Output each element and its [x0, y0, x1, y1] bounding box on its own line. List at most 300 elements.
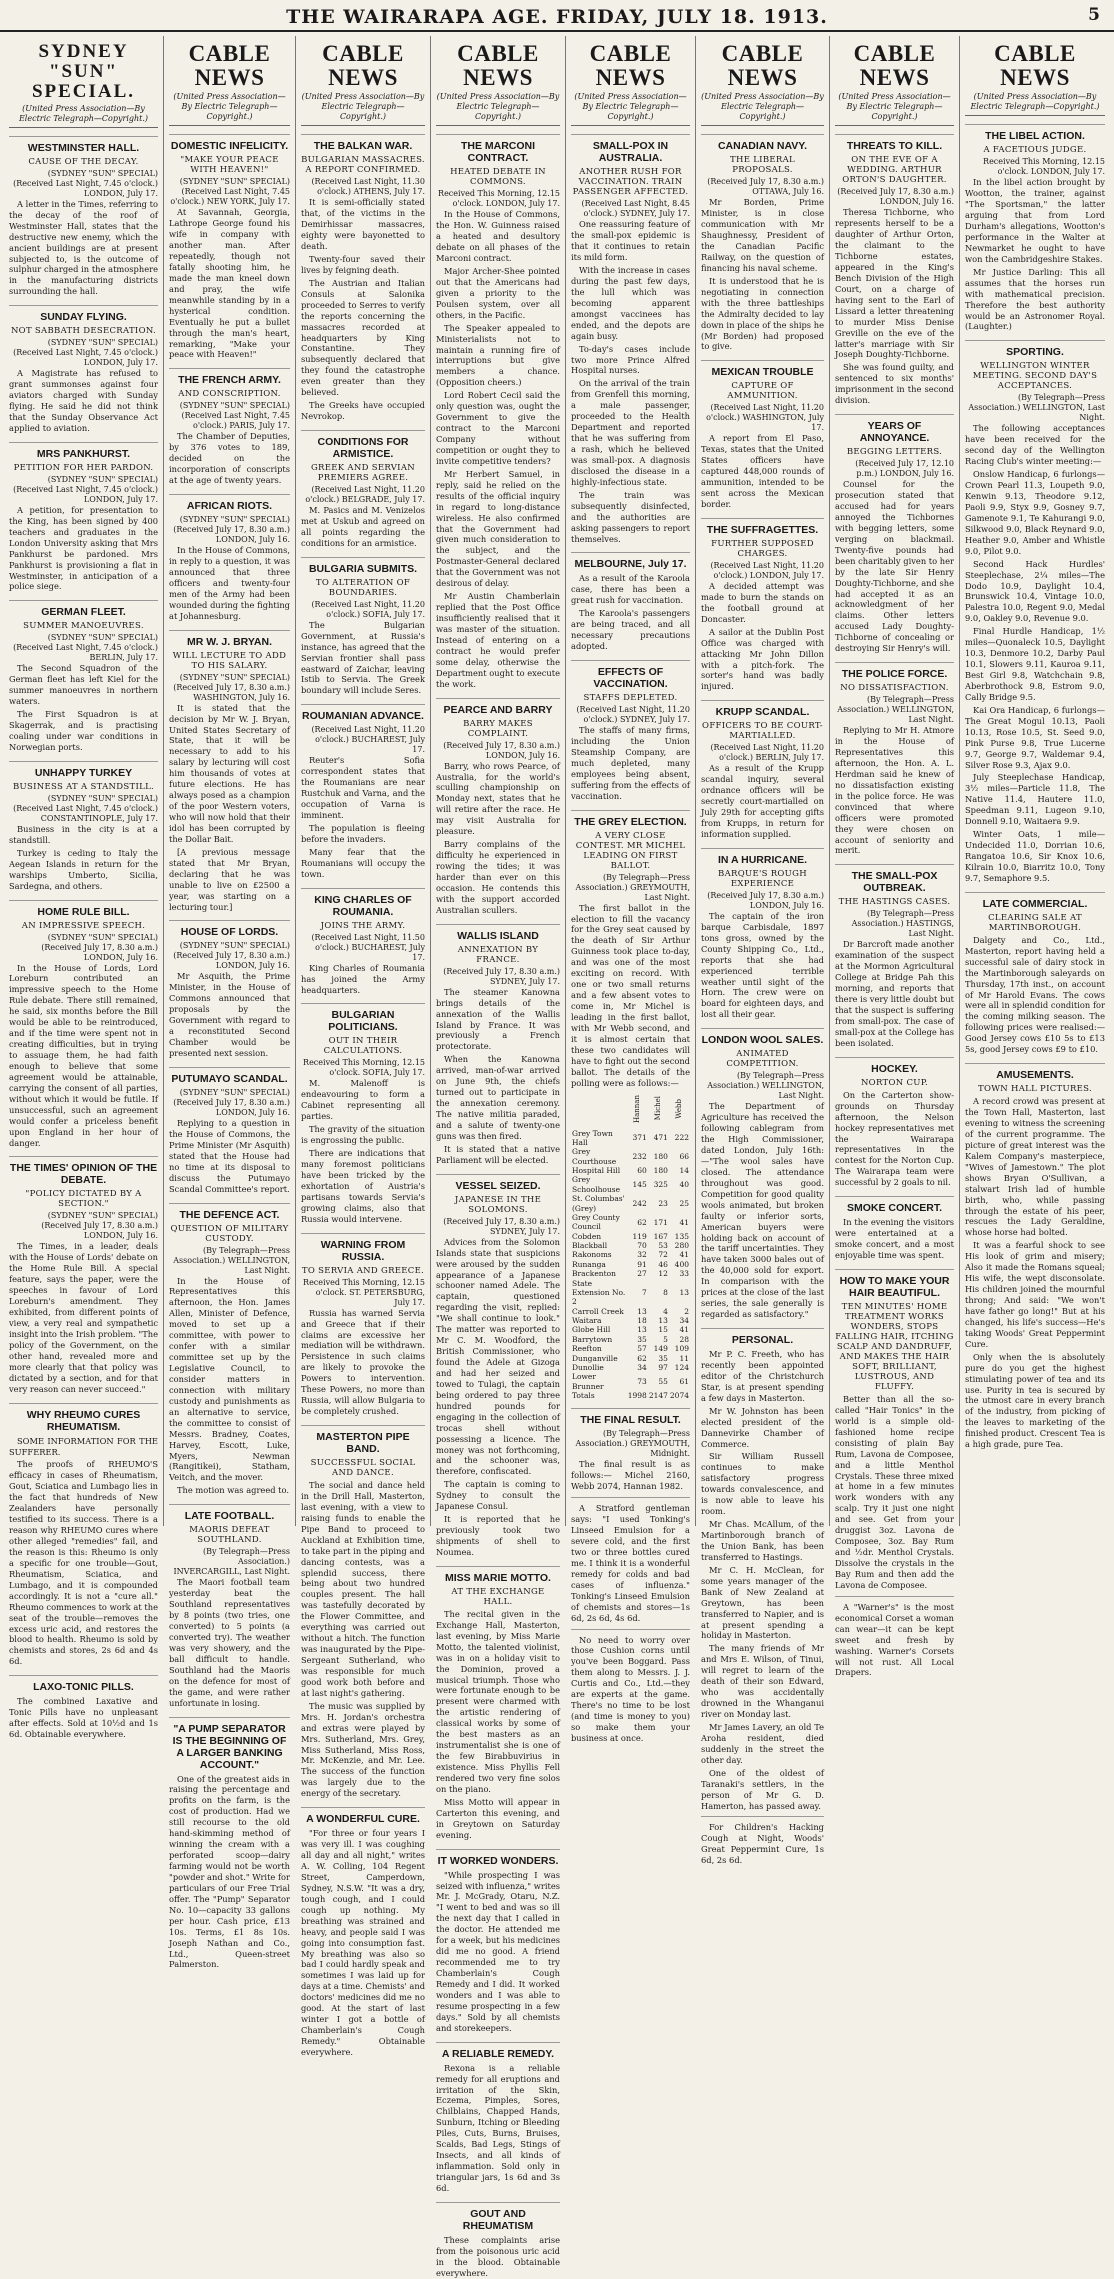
article-dateline: (Received July 17, 8.30 a.m.) LONDON, July 16.	[707, 890, 824, 910]
article-paragraph: "While prospecting I was seized with influenza," writes Mr. J. McGrady, Otaru, N.Z. "I went to bed and was so ill the next day that I called in the doctor. He attended me for a week, but his medicines did me no good. A friend recommended me to try Chamberlain's Cough Remedy and I did. It worked wonders and I was able to resume prospecting in a few days." Sold by all chemists and storekeepers.	[436, 1869, 560, 2033]
divider-rule	[571, 1629, 690, 1630]
poll-booth-name: Rakonoms	[572, 1250, 612, 1260]
article-headline: ROUMANIAN ADVANCE.	[301, 704, 425, 722]
article-headline: "A PUMP SEPARATOR IS THE BEGINNING OF A LARGER BANKING ACCOUNT."	[169, 1717, 290, 1771]
article-subheading: "MAKE YOUR PEACE WITH HEAVEN!"	[180, 155, 279, 176]
article-paragraph: To-day's cases include two more Prince Alfred Hospital nurses.	[571, 343, 690, 376]
article-paragraph: The Karoola's passengers are being traced, and all necessary precautions adopted.	[571, 608, 690, 652]
article-headline: THE DEFENCE ACT.	[169, 1203, 290, 1221]
article-dateline: (Received July 17, 8.30 a.m.) SYDNEY, July 17.	[443, 1216, 560, 1236]
column-6	[696, 36, 830, 1866]
poll-row	[571, 1391, 690, 1400]
poll-vote-count: 5	[663, 1334, 668, 1344]
article-dateline: (Received Last Night, 11.20 o'clock.) SOFIA, July 17.	[311, 599, 425, 619]
divider-rule	[701, 1816, 824, 1817]
article-dateline: (By Telegraph—Press Association.) INVERCARGILL, Last Night.	[173, 1547, 290, 1577]
poll-header-row	[571, 1091, 690, 1129]
article-subheading: MAORIS DEFEAT SOUTHLAND.	[189, 1525, 270, 1546]
poll-vote-count: 232	[632, 1151, 647, 1161]
article-paragraph: Barry complains of the difficulty he experienced in rowing the tides; it was harder than ever on this occasion. He contends this with the support accorded Australian scullers.	[436, 839, 560, 915]
article-headline: EFFECTS OF VACCINATION.	[571, 660, 690, 690]
poll-booth-name: Reefton	[572, 1344, 602, 1354]
poll-booth-name: Totals	[572, 1391, 595, 1401]
article-headline: DOMESTIC INFELICITY.	[169, 134, 290, 152]
poll-booth-name: Waitara	[572, 1316, 602, 1326]
article-dateline: (Received Last Night, 11.50 o'clock.) BUCHAREST, July 17.	[311, 932, 425, 962]
poll-row	[571, 1175, 690, 1194]
article-paragraph: Kai Ora Handicap, 6 furlongs—The Great Mogul 10.13, Paoli 10.13, Rose 10.5, St. Seed 9.0, Pink Purse 9.8, True Lucerne 9.7, George 9.7, Waldemar 9.4, Silver Rose 9.3, Ajax 9.0.	[965, 704, 1105, 770]
poll-vote-count: 8	[663, 1287, 668, 1297]
article-dateline: (SYDNEY "SUN" SPECIAL) (Received Last Night, 7.45 o'clock.) LONDON, July 17.	[13, 474, 158, 504]
article-paragraph: A record crowd was present at the Town Hall, Masterton, last evening to witness the screening of the current programme. The picture of great interest was the Kalem Company's masterpiece, "Wives of Jamestown." The plot shows Bryan O'Sullivan, a stalwart Irish lad of humble birth, who, while passing through the estate of his peer, rescues the Lady Geraldine, whose horse had bolted.	[965, 1096, 1105, 1238]
article-paragraph: The many friends of Mr and Mrs E. Wilson, of Tinui, will regret to learn of the death of their son Edward, who was accidentally drowned in the Whanganui river on Monday last.	[701, 1643, 824, 1720]
article-headline: THE FINAL RESULT.	[571, 1408, 690, 1426]
article-dateline: (By Telegraph—Press Association.) WELLINGTON, Last Night.	[173, 1245, 290, 1275]
article-paragraph: It is understood that he is negotiating in connection with the three battleships the Admiralty decided to lay down in place of the ships he (Mr Borden) had proposed to give.	[701, 275, 824, 352]
article-dateline: (SYDNEY "SUN" SPECIAL) (Received July 17, 8.30 a.m.) WASHINGTON, July 16.	[173, 672, 290, 702]
poll-booth-name: Grey Courthouse	[572, 1147, 617, 1166]
poll-vote-count: 61	[679, 1376, 689, 1386]
article-headline: THE POLICE FORCE.	[835, 662, 954, 680]
article-dateline: (Received Last Night, 11.20 o'clock.) SYDNEY, July 17.	[576, 705, 690, 725]
article-paragraph: One of the oldest of Taranaki's settlers, in the person of Mr G. D. Hamerton, has passed away.	[701, 1767, 824, 1811]
poll-row	[571, 1129, 690, 1148]
article-dateline: (Received Last Night, 11.20 o'clock.) BELGRADE, July 17.	[305, 485, 425, 505]
article-headline: WALLIS ISLAND	[436, 924, 560, 942]
poll-vote-count: 62	[637, 1353, 647, 1363]
article-headline: THREATS TO KILL.	[835, 134, 954, 152]
poll-vote-count: 27	[637, 1269, 647, 1279]
article-paragraph: [A previous message stated that Mr Bryan, declaring that he was unable to live on £2500 a year, was starting on a lecturing tour.]	[169, 846, 290, 912]
poll-row	[571, 1354, 690, 1363]
article-paragraph: King Charles of Roumania has joined the Army headquarters.	[301, 962, 425, 995]
poll-booth-name: Lower Brunner	[572, 1372, 604, 1391]
article-headline: VESSEL SEIZED.	[436, 1174, 560, 1192]
article-headline: IT WORKED WONDERS.	[436, 1849, 560, 1867]
article-paragraph: Final Hurdle Handicap, 1½ miles—Quonaleck 10.5, Daylight 10.3, Denmore 10.2, Darby Paul 10.1, Slowers 9.11, Kauroa 9.11, Best Girl 9.8, Watchchain 9.8, Aberbrothock 9.8, Estrom 9.0, Cally Bridge 9.5.	[965, 626, 1105, 702]
article-paragraph: It is stated that a native Parliament will be elected.	[436, 1143, 560, 1165]
poll-booth-name: Globe Hill	[572, 1325, 611, 1335]
article-subheading: OFFICERS TO BE COURT-MARTIALLED.	[702, 721, 823, 742]
article-paragraph: Sir William Russell continues to make satisfactory progress towards convalescence, and is now able to leave his room.	[701, 1451, 824, 1517]
poll-candidate-name: Hannan	[633, 1094, 642, 1123]
article-subheading: CLEARING SALE AT MARTINBOROUGH.	[988, 912, 1082, 933]
poll-booth-name: Barrytown	[572, 1334, 613, 1344]
article-dateline: (SYDNEY "SUN" SPECIAL) (Received Last Night, 7.45 o'clock.) LONDON, July 17.	[13, 338, 158, 368]
article-paragraph: Counsel for the prosecution stated that accused had for years annoyed the Tichbornes with begging letters, some verging on blackmail. Twenty-five pounds had been charitably given to her by the late Sir Henry Doughty-Tichborne, and she had accepted it as an acknowledgment of her claims. Other letters accused Lady Doughty-Tichborne of concealing or destroying Sir Henry's will.	[835, 479, 954, 654]
article-paragraph: Advices from the Solomon Islands state that suspicions were aroused by the sudden appearance of a Japanese schooner named Adele. The captain, questioned regarding the visit, replied: "We shall continue to look." The matter was reported to Mr C. M. Woodford, the British Commissioner, who found the Adele at Gizoga and had her seized and towed to Tulagi, the captain being ordered to pay three hundred pounds for engaging in the collection of trocas shell without possessing a licence. The money was not forthcoming, and the schooner was, therefore, confiscated.	[436, 1236, 560, 1477]
article-subheading: BULGARIAN MASSACRES. A REPORT CONFIRMED.	[301, 155, 425, 176]
article-paragraph: The Second Squadron of the German fleet has left Kiel for the summer manoeuvres in northern waters.	[9, 663, 158, 707]
poll-booth-name: State Extension No. 2	[572, 1278, 626, 1307]
article-paragraph: Dalgety and Co., Ltd., Masterton, report having held a successful sale of dairy stock in the Martinborough saleyards on Thursday, 17th inst., on account of Mr Harold Evans. The cows were all in splendid condition for the coming milking season. The following prices were realised:—Good Jersey cows £10 5s to £13 5s, good Jersey cows £9 to £10.	[965, 934, 1105, 1055]
article-headline: KING CHARLES OF ROUMANIA.	[301, 888, 425, 918]
poll-vote-count: 13	[637, 1306, 647, 1316]
article-headline: YEARS OF ANNOYANCE.	[835, 414, 954, 444]
article-subheading: THE LIBERAL PROPOSALS.	[730, 155, 795, 176]
article-dateline: (By Telegraph—Press Association.) GREYMOUTH, Last Night.	[575, 872, 690, 902]
article-headline: CANADIAN NAVY.	[701, 134, 824, 152]
article-headline: SMALL-POX IN AUSTRALIA.	[571, 134, 690, 164]
article-paragraph: At Savannah, Georgia, Lathrope George found his wife in company with another man. After repeatedly, though not fatally shooting him, he made the man kneel down and pray, the wife meanwhile standing by in a hysterical condition. Eventually he put a bullet through the man's heart, remarking, "Make your peace with Heaven!"	[169, 207, 290, 360]
article-paragraph: The captain is coming to Sydney to consult the Japanese Consul.	[436, 1479, 560, 1512]
article-paragraph: Many fear that the Roumanians will occupy the town.	[301, 846, 425, 879]
article-dateline: (SYDNEY "SUN" SPECIAL) (Received July 17, 8.30 a.m.) LONDON, July 16.	[173, 515, 290, 545]
article-paragraph: The population is fleeing before the invaders.	[301, 822, 425, 844]
article-dateline: (SYDNEY "SUN" SPECIAL) (Received Last Night, 7.45 o'clock.) LONDON, July 17.	[13, 168, 158, 198]
poll-vote-count: 4	[663, 1306, 668, 1316]
article-paragraph: One of the greatest aids in raising the percentage and profits on the farm, is the cost of production. Had we still recourse to the old hand-skimming method of winning the cream with a perforated scoop—dairy farming would not be worth "powder and shot." Write for particulars of our Free Trial offer. The "Pump" Separator No. 10—capacity 33 gallons per hour. Cash price, £13 10s. Terms, £1 8s 10s. Joseph Nathan and Co., Ltd., Queen-street Palmerston.	[169, 1773, 290, 1970]
poll-vote-count: 23	[658, 1198, 668, 1208]
wire-credit: (United Press Association—By Electric Telegraph—Copyright.)	[9, 104, 158, 128]
article-headline: A RELIABLE REMEDY.	[436, 2042, 560, 2060]
poll-vote-count: 371	[632, 1133, 647, 1143]
article-paragraph: The Austrian and Italian Consuls at Salonika proceeded to Serres to verify the reports concerning the massacres recorded at headquarters by King Constantine. They subsequently declared that they found the catastrophe even greater than they believed.	[301, 277, 425, 398]
article-paragraph: A sailor at the Dublin Post Office was charged with attacking Mr John Dillon with a pitch-fork. The sorter's hand was badly injured.	[701, 626, 824, 692]
article-dateline: (Received July 17, 8.30 a.m.) SYDNEY, July 17.	[443, 966, 560, 986]
article-subheading: CAUSE OF THE DECAY.	[28, 156, 139, 167]
article-paragraph: In the House of Commons, in reply to a question, it was announced that three officers and twenty-four men of the Army had been wounded during the fighting at Johannesburg.	[169, 545, 290, 621]
article-paragraph: The motion was agreed to.	[177, 1485, 290, 1496]
article-dateline: (SYDNEY "SUN" SPECIAL) (Received Last Night, 7.45 o'clock.) NEW YORK, July 17.	[170, 177, 290, 207]
article-paragraph: Major Archer-Shee pointed out that the Americans had given a priority to the Poulsen system, over all others, in the Pacific.	[436, 265, 560, 320]
column-header: CABLE NEWS	[589, 41, 672, 91]
article-paragraph: The first ballot in the election to fill the vacancy for the Grey seat caused by the death of Sir Arthur Guinness took place to-day, and was one of the most exciting on record. With one or two small returns and a few absent votes to come in, Mr Michel is leading in the first ballot, with Mr Webb second, and it is almost certain that these two candidates will have to fight out the second ballot. The details of the polling were as follows:—	[571, 902, 690, 1088]
poll-vote-count: 15	[658, 1325, 668, 1335]
poll-corner	[571, 1091, 627, 1129]
column-header: SYDNEY "SUN" SPECIAL.	[31, 41, 136, 102]
article-paragraph: The gravity of the situation is engrossing the public.	[301, 1124, 425, 1146]
poll-vote-count: 41	[679, 1325, 689, 1335]
poll-vote-count: 62	[637, 1217, 647, 1227]
article-paragraph: The staffs of many firms, including the Union Steamship Company, are much depleted, many employees being absent, suffering from the effects of vaccination.	[571, 725, 690, 801]
article-headline: HOW TO MAKE YOUR HAIR BEAUTIFUL.	[835, 1269, 954, 1299]
article-dateline: (SYDNEY "SUN" SPECIAL) (Received Last Night, 7.45 o'clock.) BERLIN, July 17.	[13, 633, 158, 663]
article-headline: PERSONAL.	[701, 1328, 824, 1346]
wire-credit: (United Press Association—By Electric Telegraph—Copyright.)	[965, 92, 1105, 116]
poll-vote-count: 55	[658, 1376, 668, 1386]
article-subheading: "POLICY DICTATED BY A SECTION."	[25, 1189, 142, 1210]
article-headline: WESTMINSTER HALL.	[9, 136, 158, 154]
article-paragraph: July Steeplechase Handicap, 3½ miles—Particle 11.8, The Native 11.4, Hautere 11.0, Speedman 9.11, Lugeon 9.10, Donnell 9.10, Waitaera 9.9.	[965, 772, 1105, 827]
article-paragraph: Second Hack Hurdles' Steeplechase, 2¼ miles—The Dodo 10.9, Daylight 10.4, Brunswick 10.4, Vintage 10.0, Palestra 10.0, Regent 9.0, Medal 9.0, Oakley 9.0, Revenue 9.0.	[965, 558, 1105, 624]
wire-credit: (United Press Association—By Electric Telegraph—Copyright.)	[571, 92, 690, 126]
article-subheading: BUSINESS AT A STANDSTILL.	[12, 781, 155, 792]
poll-vote-count: 60	[637, 1166, 647, 1176]
article-dateline: (By Telegraph—Press Association.) GREYMOUTH, Midnight.	[575, 1429, 690, 1459]
article-dateline: (Received Last Night, 11.30 o'clock.) ATHENS, July 17.	[311, 177, 425, 197]
poll-vote-count: 46	[658, 1259, 668, 1269]
poll-vote-count: 222	[674, 1133, 689, 1143]
article-headline: MISS MARIE MOTTO.	[436, 1566, 560, 1584]
article-paragraph: M. Pasics and M. Venizelos met at Uskub and agreed on all points regarding the conditions for an armistice.	[301, 505, 425, 548]
poll-vote-count: 149	[653, 1344, 668, 1354]
article-headline: A WONDERFUL CURE.	[301, 1807, 425, 1825]
article-dateline: (SYDNEY "SUN" SPECIAL) (Received Last Night, 7.45 o'clock.) PARIS, July 17.	[179, 401, 290, 431]
article-headline: KRUPP SCANDAL.	[701, 700, 824, 718]
article-subheading: TOWN HALL PICTURES.	[978, 1084, 1092, 1095]
poll-row	[571, 1316, 690, 1325]
poll-vote-count: 66	[679, 1151, 689, 1161]
article-headline: BULGARIAN POLITICIANS.	[301, 1003, 425, 1033]
article-paragraph: Mr P. C. Freeth, who has recently been appointed editor of the Christchurch Star, is at present spending a few days in Masterton.	[701, 1349, 824, 1403]
article-paragraph: It is reported that he previously took two shipments of shell to Noumea.	[436, 1514, 560, 1557]
article-headline: MEXICAN TROUBLE	[701, 360, 824, 378]
poll-vote-count: 41	[679, 1217, 689, 1227]
article-subheading: AT THE EXCHANGE HALL.	[451, 1586, 545, 1607]
poll-vote-count: 33	[679, 1269, 689, 1279]
article-headline: THE SMALL-POX OUTBREAK.	[835, 864, 954, 894]
poll-vote-count: 13	[637, 1325, 647, 1335]
article-paragraph: The Maori football team yesterday beat the Southland representatives by 8 points (two tries, one converted) to 5 points (a converted try). The weather was very showery, and the ball difficult to handle. Southland had the Maoris on the defence for most of the game, and were rather unfortunate in losing.	[169, 1577, 290, 1708]
article-headline: LATE COMMERCIAL.	[965, 892, 1105, 910]
article-headline: AFRICAN RIOTS.	[169, 494, 290, 512]
poll-booth-name: Carroll Creek	[572, 1306, 624, 1316]
column-header: CABLE NEWS	[994, 41, 1076, 91]
column-7	[830, 36, 960, 1678]
article-paragraph: The Bulgarian Government, at Russia's instance, has agreed that the Servian frontier shall pass eastward of Zaichar, leaving Istib to Servia. The Greek boundary will include Seres.	[301, 619, 425, 696]
article-paragraph: A Stratford gentleman says: "I used Tonking's Linseed Emulsion for a severe cold, and the first two or three bottles cured me. I think it is a wonderful remedy for colds and bad cases of influenza." Tonking's Linseed Emulsion of chemists and stores—1s 6d, 2s 6d, 4s 6d.	[571, 1503, 690, 1623]
article-dateline: (By Telegraph—Press Association.) WELLINGTON, Last Night.	[707, 1071, 824, 1101]
poll-row	[571, 1194, 690, 1213]
wire-credit: (United Press Association—By Electric Telegraph—Copyright.)	[436, 92, 560, 126]
article-paragraph: Mr Chas. McAllum, of the Martinborough branch of the Union Bank, has been transferred to Hastings.	[701, 1519, 824, 1562]
article-dateline: (Received July 17, 8.30 a.m.) LONDON, July 16.	[837, 187, 954, 207]
article-headline: MRS PANKHURST.	[9, 442, 158, 460]
article-paragraph: The Department of Agriculture has received the following cablegram from the High Commissioner, dated London, July 16th:—"The wool sales have closed. The attendance throughout was good. Competition for good quality wools animated, but broken faulty or inferior sorts, American buyers were holding back on account of the tariff uncertainties. They have taken 3000 bales out of the 40,000 sold for export. In comparison with the prices at the close of the last series, the sale generally is regarded as satisfactory."	[701, 1101, 824, 1320]
article-dateline: (Received July 17, 12.10 p.m.) LONDON, July 16.	[855, 459, 954, 479]
poll-row	[571, 1147, 690, 1166]
column-5	[566, 36, 696, 1743]
article-paragraph: The steamer Kanowna brings details of the annexation of the Wallis Island by France. It was previously a French protectorate.	[436, 986, 560, 1052]
article-dateline: Received This Morning, 12.15 o'clock. LONDON, July 17.	[983, 157, 1105, 177]
article-subheading: QUESTION OF MILITARY CUSTODY.	[170, 1223, 289, 1244]
article-headline: SPORTING.	[965, 340, 1105, 358]
article-paragraph: The social and dance held in the Drill Hall, Masterton, last evening, with a view to raising funds to enable the Pipe Band to proceed to Auckland at Exhibition time, to take part in the piping and dancing contests, was a splendid success, there being about two hundred couples present. The hall was tastefully decorated by the Flower Committee, and everything was carried out without a hitch. The function was inaugurated by the Pipe-Sergeant Sutherland, who was responsible for much good work both before and at last night's gathering.	[301, 1480, 425, 1698]
poll-vote-count: 91	[637, 1259, 647, 1269]
article-subheading: JAPANESE IN THE SOLOMONS.	[454, 1194, 542, 1215]
poll-booth-name: Dunollie	[572, 1362, 604, 1372]
article-dateline: (By Telegraph—Press Association.) WELLINGTON, Last Night.	[968, 393, 1105, 423]
column-2	[164, 36, 296, 1970]
article-paragraph: In the House of Lords, Lord Loreburn contributed an impressive speech to the Home Rule debate. There still remained, he said, six months before the Bill would be able to be reintroduced, and if the time were spent not in creating difficulties, but in trying to assuage them, he had faith enough to believe that some agreement would be attainable, carrying the consent of all parties, without which it would be futile. If unsuccessful, such an agreement would confer a priceless benefit upon England in her hour of danger.	[9, 962, 158, 1148]
poll-vote-count: 72	[658, 1250, 668, 1260]
poll-booth-name: Grey Schoolhouse	[572, 1175, 621, 1194]
article-paragraph: In the evening the visitors were entertained at a smoke concert, and a most enjoyable time was spent.	[835, 1217, 954, 1261]
article-paragraph: Mr Herbert Samuel, in reply, said he relied on the results of the official inquiry in regard to long-distance wireless. He also confirmed that the Government had given much consideration to the subject, and the Postmaster-General declared that the Government was not desirous of delay.	[436, 468, 560, 589]
article-paragraph: In the House of Representatives this afternoon, the Hon. James Allen, Minister of Defence, moved to set up a committee, with power to confer with a similar committee set up by the Legislative Council, to consider matters in connection with military custody and punishments as an alternative to service, the committee to consist of Messrs. Bradney, Coates, Harvey, Escott, Luke, Myers, Newman (Rangitikei), Statham, Veitch, and the mover.	[169, 1275, 290, 1483]
article-paragraph: Rexona is a reliable remedy for all eruptions and irritation of the Skin, Eczema, Pimples, Sores, Chilblains, Chapped Hands, Sunburn, Itching or Bleeding Piles, Cuts, Burns, Bruises, Scalds, Bad Legs, Stings of Insects, and all kinds of inflammation. Sold only in triangular jars, 1s 6d and 3s 6d.	[436, 2062, 560, 2193]
article-headline: GOUT AND RHEUMATISM	[436, 2202, 560, 2232]
poll-booth-name: Runanga	[572, 1259, 606, 1269]
article-subheading: ON THE EVE OF A WEDDING. ARTHUR ORTON'S DAUGHTER.	[842, 155, 947, 186]
article-paragraph: One reassuring feature of the small-pox epidemic is that it continues to retain its mild form.	[571, 219, 690, 263]
article-subheading: BARRY MAKES COMPLAINT.	[463, 718, 533, 739]
poll-vote-count: 13	[658, 1316, 668, 1326]
article-paragraph: It was a fearful shock to see His look of grim and misery; Also it made the Romans squeal; His wife, the wept disconsolate. His children joined the mournful throng; And said: "We won't have father go long!" But at his changed, his life's success—He's taking Woods' Great Peppermint Cure.	[965, 1240, 1105, 1349]
article-subheading: WILL LECTURE TO ADD TO HIS SALARY.	[172, 650, 287, 671]
article-dateline: Received This Morning, 12.15 o'clock. LONDON, July 17.	[438, 189, 560, 209]
article-paragraph: Mr C. H. McClean, for some years manager of the Bank of New Zealand at Greytown, has been transferred to Napier, and is at present spending a holiday in Masterton.	[701, 1564, 824, 1641]
article-subheading: TO SERVIA AND GREECE.	[301, 1265, 425, 1276]
column-header: CABLE NEWS	[322, 41, 404, 91]
article-dateline: (SYDNEY "SUN" SPECIAL) (Received July 17, 8.30 a.m.) LONDON, July 16.	[41, 932, 158, 962]
column-header: CABLE NEWS	[853, 41, 936, 91]
article-paragraph: Miss Motto will appear in Carterton this evening, and in Greytown on Saturday evening.	[436, 1796, 560, 1840]
article-paragraph: Mr Asquith, the Prime Minister, in the House of Commons announced that proposals by the Government with regard to a reconstituted Second Chamber would be presented next session.	[169, 971, 290, 1059]
article-subheading: SUMMER MANOEUVRES.	[23, 621, 144, 632]
article-paragraph: The following acceptances have been received for the second day of the Wellington Racing Club's winter meeting:—	[965, 423, 1105, 467]
article-paragraph: Only when the is absolutely pure do you get the highest stimulating power of tea and its use. Purity in tea is secured by the utmost care in every branch of the industry, from picking of the leaves to marketing of the finished product. Crescent Tea is a high grade, pure Tea.	[965, 1351, 1105, 1450]
poll-row	[571, 1232, 690, 1241]
poll-booth-name: Grey Town Hall	[572, 1128, 613, 1147]
poll-vote-count: 180	[653, 1151, 668, 1161]
article-paragraph: She was found guilty, and sentenced to six months' imprisonment in the second division.	[835, 362, 954, 406]
columns	[4, 36, 1110, 2278]
poll-candidate-header	[669, 1091, 690, 1129]
poll-vote-count: 119	[632, 1231, 647, 1241]
article-subheading: WELLINGTON WINTER MEETING. SECOND DAY'S ACCEPTANCES.	[972, 361, 1098, 392]
article-paragraph: Mr Justice Darling: This all assumes that the horses run with mathematical precision. Therefore the best authority would be an Astronomer Royal. (Laughter.)	[965, 266, 1105, 332]
article-paragraph: On the arrival of the train from Grenfell this morning, a male passenger, proceeded to the Health Department and reported that he was suffering from a rash, which he believed was small-pox. A diagnosis disclosed the disease in a highly-infectious state.	[571, 378, 690, 487]
article-paragraph: The recital given in the Exchange Hall, Masterton, last evening, by Miss Marie Motto, the talented violinist, was in on a holiday visit to the Dominion, proved a musical triumph. Those who were fortunate enough to be present were charmed with the artistic rendering of classical works by some of the best masters as an instrumentalist she is one of the few Birabbuvirius in existence. Miss Phyllis Fell rendered two very fine solos on the piano.	[436, 1608, 560, 1794]
article-paragraph: No need to worry over those Cushion corns until you've been Boggard. Pass them along to Messrs. J. J. Curtis and Co., Ltd.—they are experts at the game. There's no time to be lost (and time is money to you) so make them your business at once.	[571, 1634, 690, 1743]
article-paragraph: As a result of the Krupp scandal inquiry, several ordnance officers will be secretly court-martialled on July 29th for accepting gifts from Krupps, in return for information supplied.	[701, 763, 824, 839]
poll-vote-count: 145	[632, 1180, 647, 1190]
article-paragraph: For Children's Hacking Cough at Night, Woods' Great Peppermint Cure, 1s 6d, 2s 6d.	[701, 1822, 824, 1866]
article-subheading: ANOTHER RUSH FOR VACCINATION. TRAIN PASSENGER AFFECTED.	[572, 167, 689, 198]
poll-row	[571, 1213, 690, 1232]
poll-vote-count: 167	[653, 1231, 668, 1241]
article-headline: SUNDAY FLYING.	[9, 305, 158, 323]
wire-credit: (United Press Association—By Electric Telegraph—Copyright.)	[169, 92, 290, 126]
article-headline: HOME RULE BILL.	[9, 900, 158, 918]
article-subheading: ANIMATED COMPETITION.	[726, 1049, 799, 1070]
article-paragraph: Reuter's Sofia correspondent states that the Roumanians are near Rustchuk and Varna, and the occupation of Varna is imminent.	[301, 755, 425, 821]
article-subheading: HEATED DEBATE IN COMMONS.	[450, 167, 546, 188]
article-headline: UNHAPPY TURKEY	[9, 761, 158, 779]
article-paragraph: A petition, for presentation to the King, has been signed by 400 teachers and graduates in the London University asking that Mrs Pankhurst be pardoned. Mrs Pankhurst is provisioning a flat in Westminster, in anticipation of a police siege.	[9, 504, 158, 592]
article-paragraph: When the Kanowna arrived, man-of-war arrived on June 9th, the chiefs turned out to participate in the annexation ceremony. The native militia paraded, and a salute of twenty-one guns was then fired.	[436, 1054, 560, 1141]
newspaper-title: THE WAIRARAPA AGE. FRIDAY, JULY 18. 1913.	[286, 6, 828, 28]
article-headline: IN A HURRICANE.	[701, 848, 824, 866]
article-headline: THE MARCONI CONTRACT.	[436, 134, 560, 164]
article-headline: PUTUMAYO SCANDAL.	[169, 1067, 290, 1085]
article-headline: WHY RHEUMO CURES RHEUMATISM.	[9, 1403, 158, 1433]
article-headline: THE GREY ELECTION.	[571, 810, 690, 828]
article-headline: THE LIBEL ACTION.	[965, 124, 1105, 142]
article-paragraph: As a result of the Karoola case, there has been a great rush for vaccination.	[571, 573, 690, 606]
article-paragraph: A letter in the Times, referring to the decay of the roof of Westminster Hall, states that the destructive new enemy, which the ancient buildings are at present subjected to, is the outcome of sulphur charged in the atmosphere in the manufacturing districts surrounding the hall.	[9, 198, 158, 297]
column-header: CABLE NEWS	[188, 41, 271, 91]
article-paragraph: The proofs of RHEUMO'S efficacy in cases of Rheumatism, Gout, Sciatica and Lumbago lies in the fact that hundreds of New Zealanders have personally testified to its success. There is a reason why RHEUMO cures where other alleged "remedies" fail, and the reason is this: Rheumo is only a specific for one trouble—Gout, Rheumatism, Sciatica, and Lumbago, and it is compounded accordingly. It is not a "cure all." Rheumo commences to work at the seat of the trouble—removes the excess uric acid, and restores the blood to health. Rheumo is sold by chemists and stores, 2s 6d and 4s 6d.	[9, 1459, 158, 1667]
article-paragraph: Replying to a question in the House of Commons, the Prime Minister (Mr Asquith) stated that the House had no time at its disposal to discuss the Putumayo Scandal Committee's report.	[169, 1117, 290, 1194]
divider-rule	[835, 1596, 954, 1597]
poll-vote-count: 28	[679, 1334, 689, 1344]
article-dateline: Received This Morning, 12.15 o'clock. ST. PETERSBURG, July 17.	[303, 1277, 425, 1307]
poll-vote-count: 53	[658, 1241, 668, 1251]
article-headline: GERMAN FLEET.	[9, 600, 158, 618]
poll-candidate-header	[648, 1091, 669, 1129]
article-headline: THE BALKAN WAR.	[301, 134, 425, 152]
article-paragraph: In the House of Commons, the Hon. W. Guinness raised a heated and desultory debate on all phases of the Marconi contract.	[436, 209, 560, 264]
poll-booth-name: Dunganville	[572, 1353, 618, 1363]
article-subheading: BEGGING LETTERS.	[846, 447, 943, 458]
article-dateline: (Received July 17, 8.30 a.m.) LONDON, July 16.	[443, 740, 560, 760]
column-header: CABLE NEWS	[457, 41, 539, 91]
poll-vote-count: 242	[632, 1198, 647, 1208]
article-paragraph: SOME INFORMATION FOR THE SUFFERER.	[9, 1435, 158, 1457]
poll-booth-name: Hospital Hill	[572, 1166, 621, 1176]
article-paragraph: The final result is as follows:— Michel 2160, Webb 2074, Hannan 1982.	[571, 1459, 690, 1492]
article-paragraph: On the Carterton show-grounds on Thursday afternoon, the Nelson hockey representatives met the Wairarapa representatives in the contest for the Norton Cup. The Wairarapa team were successful by 2 goals to nil.	[835, 1089, 954, 1188]
poll-row	[571, 1279, 690, 1307]
wire-credit: (United Press Association—By Electric Telegraph—Copyright.)	[701, 92, 824, 126]
poll-vote-count: 135	[674, 1231, 689, 1241]
article-headline: THE SUFFRAGETTES.	[701, 518, 824, 536]
article-subheading: AND CONSCRIPTION.	[178, 389, 281, 400]
article-paragraph: The train was subsequently disinfected, and the authorities are asking passengers to report themselves.	[571, 489, 690, 544]
column-1	[4, 36, 164, 1740]
article-paragraph: The Times, in a leader, deals with the House of Lords' debate on the Home Rule Bill. A special feature, says the paper, were the speeches in favour of Lord Loreburn's amendment. They exhibited, from different points of view, a very real and sympathetic insight into the Irish problem. "The policy of the Government, on the other hand, revealed more and more clearly that that policy was dictated by a section, and for that very reason can never succeed."	[9, 1241, 158, 1394]
poll-candidate-name: Webb	[675, 1098, 684, 1119]
article-dateline: (SYDNEY "SUN" SPECIAL) (Received July 17, 8.30 a.m.) LONDON, July 16.	[173, 1087, 290, 1117]
article-subheading: TEN MINUTES' HOME TREATMENT WORKS WONDERS, STOPS FALLING HAIR, ITCHING SCALP AND DANDRUFF, AND MAKES THE HAIR SOFT, BRILLIANT, LUSTROUS, AND FLUFFY.	[835, 1301, 954, 1392]
article-subheading: NORTON CUP.	[860, 1077, 929, 1088]
poll-vote-count: 97	[658, 1362, 668, 1372]
poll-vote-count: 280	[674, 1241, 689, 1251]
poll-vote-count: 12	[658, 1269, 668, 1279]
article-paragraph: Russia has warned Servia and Greece that if their claims are excessive her mediation will be withdrawn. Persistence in such claims are likely to provoke the Powers to intervention. These Powers, no more than Russia, will allow Bulgaria to be completely crushed.	[301, 1307, 425, 1417]
article-dateline: (SYDNEY "SUN" SPECIAL) (Received Last Night, 7.45 o'clock.) CONSTANTINOPLE, July 17.	[13, 793, 158, 823]
article-subheading: SUCCESSFUL SOCIAL AND DANCE.	[310, 1458, 416, 1479]
poll-row	[571, 1372, 690, 1391]
article-subheading: FURTHER SUPPOSED CHARGES.	[711, 538, 814, 559]
article-headline: MELBOURNE, July 17.	[571, 552, 690, 570]
poll-row	[571, 1363, 690, 1372]
article-paragraph: The combined Laxative and Tonic Pills have no unpleasant after effects. Sold at 10½d and 1s 6d. Obtainable everywhere.	[9, 1696, 158, 1740]
article-paragraph: Lord Robert Cecil said the only question was, ought the Government to give the contract to the Marconi Company without competition or ought they to invite competitive tenders?	[436, 390, 560, 466]
poll-candidate-header	[627, 1091, 648, 1129]
poll-booth-name: Brackenton	[572, 1269, 616, 1279]
article-subheading: NO DISSATISFACTION.	[840, 683, 949, 694]
article-dateline: (Received Last Night, 11.20 o'clock.) LONDON, July 17.	[710, 560, 824, 580]
article-headline: LONDON WOOL SALES.	[701, 1028, 824, 1046]
poll-row	[571, 1241, 690, 1250]
article-subheading: JOINS THE ARMY.	[320, 920, 406, 931]
article-subheading: GREEK AND SERVIAN PREMIERS AGREE.	[310, 463, 416, 484]
poll-vote-count: 18	[637, 1316, 647, 1326]
wire-credit: (United Press Association—By Electric Telegraph—Copyright.)	[301, 92, 425, 126]
article-paragraph: Mr Austin Chamberlain replied that the Post Office insufficiently realised that it was master of the situation. Instead of entering on a contract he would prefer some delay, otherwise the Department ought to execute the work.	[436, 591, 560, 689]
column-3	[296, 36, 431, 2057]
article-subheading: STAFFS DEPLETED.	[583, 693, 678, 704]
article-headline: MR W. J. BRYAN.	[169, 630, 290, 648]
poll-row	[571, 1269, 690, 1278]
poll-vote-count: 471	[653, 1133, 668, 1143]
column-8	[960, 36, 1110, 1526]
article-subheading: ANNEXATION BY FRANCE.	[457, 944, 539, 965]
poll-vote-count: 57	[637, 1344, 647, 1354]
article-subheading: THE HASTINGS CASES.	[838, 897, 951, 908]
poll-vote-count: 41	[679, 1250, 689, 1260]
article-paragraph: A Magistrate has refused to grant summonses against four aviators charged with Sunday flying. He said he did not think that the Sunday Observance Act applied to aviation.	[9, 368, 158, 433]
article-subheading: TO ALTERATION OF BOUNDARIES.	[315, 577, 411, 598]
article-dateline: (Received Last Night, 11.20 o'clock.) BUCHAREST, July 17.	[311, 725, 425, 755]
article-paragraph: In the libel action brought by Wootton, the trainer, against "The Sportsman," the latter arguing that from Lord Durham's allegations, Wootton's performance in the Walter at Newmarket he ought to have won the Cambridgeshire Stakes.	[965, 177, 1105, 264]
article-paragraph: There are indications that many foremost politicians have been tricked by the exhortation of Austria's partisans towards Servia's growing claims, also that Russia would intervene.	[301, 1148, 425, 1224]
article-paragraph: Winter Oats, 1 mile—Undecided 11.0, Dorrian 10.6, Rangatoa 10.6, Sir Knox 10.6, Kilrain 10.0, Biarritz 10.0, Tony 9.7, Semaphore 9.5.	[965, 829, 1105, 883]
